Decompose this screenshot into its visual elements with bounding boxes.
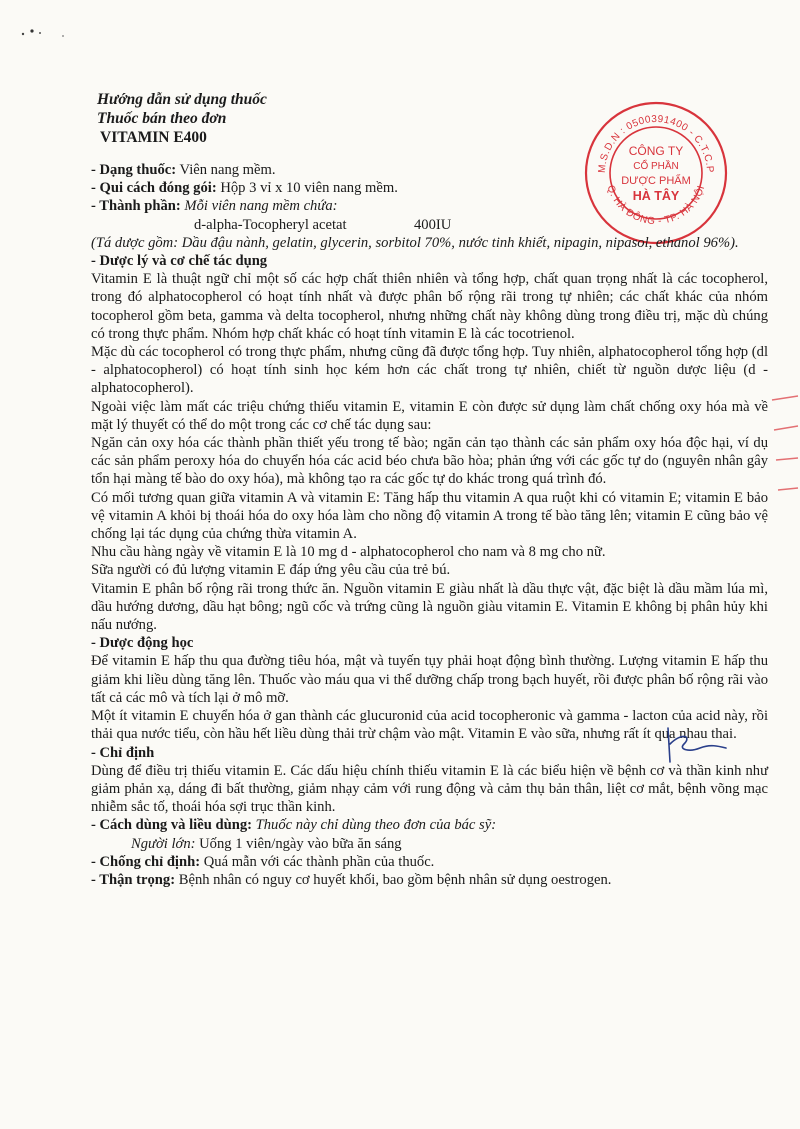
packaging (91, 179, 768, 197)
usage (91, 816, 768, 834)
stamp-line-1: CÔNG TY (628, 144, 684, 158)
pharmacology-paragraph: Mặc dù các tocopherol có trong thực phẩm, nhưng cũng đã được tổng hợp. Tuy nhiên, alphatocopherol tổng hợp (dl - alphatocopherol) có hoạt tính sinh học kém hơn các chất trong tự nhiên, chiết từ nguồn dược liệu (d - alphatocopherol). (91, 344, 768, 397)
pharmacology-paragraph: Ngoài việc làm mất các triệu chứng thiếu vitamin E, vitamin E còn được sử dụng làm chất chống oxy hóa mà về mặt lý thuyết có thể do một trong các cơ chế tác dụng sau: (91, 398, 768, 433)
pharmacology-paragraph: Vitamin E là thuật ngữ chỉ một số các hợp chất thiên nhiên và tổng hợp, chất quan trọng nhất là các tocopherol, trong đó alphatocopherol có hoạt tính nhất và được phân bố rộng rãi trong tự nhiên; các chất khác của nhóm tocopherol gồm beta, gamma và delta tocopherol, nhưng những chất này không dùng trong điều trị, mặc dù chúng có trong thực phẩm. Nhóm hợp chất khác có hoạt tính vitamin E là các tocotrienol. (91, 271, 768, 342)
ingredient-amount: 400IU (414, 216, 452, 233)
caution (91, 871, 768, 889)
usage-value: Thuốc này chỉ dùng theo đơn của bác sỹ: (251, 817, 497, 834)
pharmacokinetics-heading: - Dược động học (91, 635, 194, 652)
adult-value: Uống 1 viên/ngày vào bữa ăn sáng (195, 835, 402, 852)
caution-label: - Thận trọng: (91, 871, 176, 888)
indication-paragraph: Dùng để điều trị thiếu vitamin E. Các dấu hiệu chính thiếu vitamin E là các biểu hiện về bệnh cơ và thần kinh như giảm phản xạ, dáng đi bất thường, giảm nhạy cảm với rung động và cảm thụ bản thân, liệt cơ mắt, bệnh võng mạc nhiễm sắc tố, thoái hóa sợi trục thần kinh. (91, 762, 768, 816)
contra-value: Quá mẫn với các thành phần của thuốc. (200, 853, 435, 870)
ingredient-name: d-alpha-Tocopheryl acetat (194, 216, 347, 233)
header-line-2: Thuốc bán theo đơn (97, 110, 227, 127)
contraindication (91, 853, 768, 871)
pharmacology-paragraph: Có mối tương quan giữa vitamin A và vitamin E: Tăng hấp thu vitamin A qua ruột khi có vitamin E; vitamin E bảo vệ vitamin A khỏi bị thoái hóa do oxy hóa làm cho nồng độ vitamin A trong tế bào tăng lên; vitamin E cũng bảo vệ chống lại tác dụng của chứng thừa vitamin A. (91, 489, 768, 543)
pharmacology-heading: - Dược lý và cơ chế tác dụng (91, 253, 268, 270)
stamp-ring-text: M.S.D.N : 0500391400 - C.T.C.P (596, 113, 716, 174)
dosage-form (91, 161, 768, 179)
dosage-label: - Dạng thuốc: (91, 162, 177, 178)
stamp-bottom-text: Q. HÀ ĐÔNG - TP. HÀ NỘI (604, 183, 708, 228)
usage-adult (91, 835, 768, 853)
pharmacology-paragraph: Vitamin E phân bố rộng rãi trong thức ăn. Nguồn vitamin E giàu nhất là dầu thực vật, đặc biệt là dầu mầm lúa mì, dầu hướng dương, dầu hạt bông; ngũ cốc và trứng cũng là nguồn giàu vitamin E. Vitamin E không bị phân hủy khi nấu nướng. (91, 580, 768, 634)
dosage-value: Viên nang mềm. (176, 162, 276, 178)
comp-value: Mỗi viên nang mềm chứa: (180, 198, 338, 215)
comp-label: - Thành phần: (91, 198, 181, 215)
stamp-line-3: DƯỢC PHẨM (621, 175, 691, 187)
pack-value: Hộp 3 vỉ x 10 viên nang mềm. (216, 180, 398, 197)
header-line-1: Hướng dẫn sử dụng thuốc (97, 91, 267, 108)
indication-heading: - Chỉ định (91, 744, 155, 761)
edge-marks (770, 380, 800, 510)
pack-label: - Qui cách đóng gói: (91, 180, 217, 197)
stamp-line-2: CỔ PHẦN (633, 161, 679, 172)
composition (91, 197, 768, 215)
document-body (91, 161, 768, 889)
document-header (97, 90, 597, 147)
pharmacology-paragraph: Sữa người có đủ lượng vitamin E đáp ứng yêu cầu của trẻ bú. (91, 562, 451, 579)
product-title: VITAMIN E400 (100, 129, 207, 146)
ingredient-row (91, 216, 768, 234)
contra-label: - Chống chỉ định: (91, 853, 201, 870)
excipients: (Tá dược gồm: Dầu đậu nành, gelatin, glycerin, sorbitol 70%, nước tinh khiết, nipagin, nipasol, ethanol 96%). (91, 234, 739, 251)
stamp-line-4: HÀ TÂY (632, 189, 680, 203)
pharmacokinetics-paragraph: Để vitamin E hấp thu qua đường tiêu hóa, mật và tuyến tụy phải hoạt động bình thường. Lượng vitamin E hấp thu giảm khi liều dùng tăng lên. Thuốc vào máu qua vi thể dưỡng chấp trong bạch huyết, rồi được phân bố rộng rãi vào tất cả các mô và tích lại ở mô mỡ. (91, 653, 768, 706)
pharmacology-paragraph: Nhu cầu hàng ngày về vitamin E là 10 mg d - alphatocopherol cho nam và 8 mg cho nữ. (91, 544, 606, 561)
usage-label: - Cách dùng và liều dùng: (91, 817, 252, 834)
pharmacology-paragraph: Ngăn cản oxy hóa các thành phần thiết yếu trong tế bào; ngăn cản tạo thành các sản phẩm oxy hóa độc hại, ví dụ các sản phẩm peroxy hóa do chuyển hóa các acid béo chưa bão hòa; phản ứng với các gốc tự do (nguyên nhân gây tổn hại màng tế bào do oxy hóa), mà không tạo ra các gốc tự do khác trong quá trình đó. (91, 435, 768, 488)
adult-label: Người lớn: (131, 835, 196, 852)
pharmacokinetics-paragraph: Một ít vitamin E chuyển hóa ở gan thành các glucuronid của acid tocopheronic và gamma - lacton của acid này, rồi thải qua nước tiểu, còn hầu hết liều dùng thải trừ chậm vào mật. Vitamin E vào sữa, nhưng rất ít qua nhau thai. (91, 708, 768, 743)
scan-specks (18, 22, 68, 42)
caution-value: Bệnh nhân có nguy cơ huyết khối, bao gồm bệnh nhân sử dụng oestrogen. (175, 871, 612, 888)
handwritten-signature (660, 722, 730, 772)
